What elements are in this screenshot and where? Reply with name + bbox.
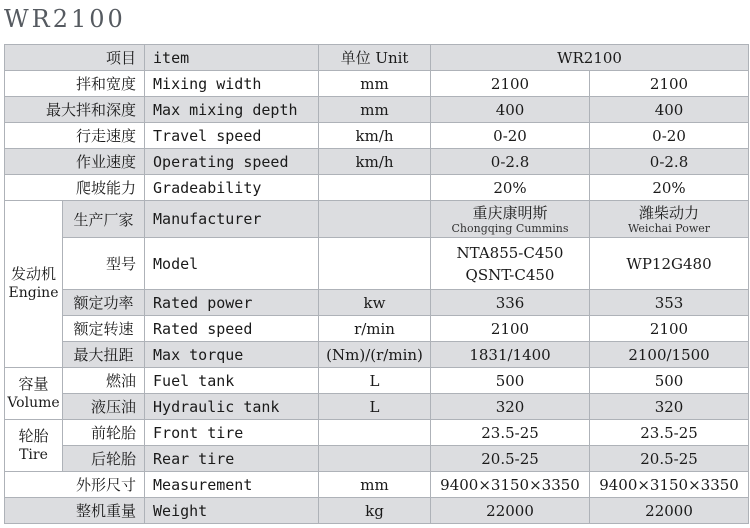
row-unit: r/min xyxy=(319,316,431,342)
row-value-1: 23.5-25 xyxy=(431,420,590,446)
row-label-cn: 最大扭距 xyxy=(63,342,145,368)
table-row-rated-power xyxy=(5,290,749,316)
model-1-b: QSNT-C450 xyxy=(465,265,555,284)
row-label-cn: 爬坡能力 xyxy=(5,175,145,201)
table-row-mixing-width xyxy=(5,71,749,97)
table-row-model xyxy=(5,238,749,290)
table-row-front-tire xyxy=(5,420,749,446)
row-unit xyxy=(319,175,431,201)
row-value-2: 2100 xyxy=(590,71,749,97)
manufacturer-2-en: Weichai Power xyxy=(628,221,711,235)
row-value-1: 2100 xyxy=(431,71,590,97)
row-unit: mm xyxy=(319,472,431,498)
row-value-2: 2100/1500 xyxy=(590,342,749,368)
row-label-en: Front tire xyxy=(145,420,319,446)
row-label-en: Fuel tank xyxy=(145,368,319,394)
row-unit: kw xyxy=(319,290,431,316)
table-row-rear-tire xyxy=(5,446,749,472)
row-label-cn: 额定功率 xyxy=(63,290,145,316)
row-unit xyxy=(319,420,431,446)
table-row-mixing-depth xyxy=(5,97,749,123)
row-label-en: Weight xyxy=(145,498,319,524)
table-row-weight xyxy=(5,498,749,524)
table-row-travel-speed xyxy=(5,123,749,149)
row-label-en: Manufacturer xyxy=(145,201,319,238)
group-tire-en: Tire xyxy=(19,446,48,463)
row-unit: kg xyxy=(319,498,431,524)
row-value-1: 320 xyxy=(431,394,590,420)
row-unit xyxy=(319,238,431,290)
manufacturer-1-cn: 重庆康明斯 xyxy=(472,203,548,222)
row-label-cn: 拌和宽度 xyxy=(5,71,145,97)
table-row-manufacturer xyxy=(5,201,749,238)
manufacturer-1-en: Chongqing Cummins xyxy=(451,221,569,235)
row-value-1: 0-2.8 xyxy=(431,149,590,175)
row-label-en: Gradeability xyxy=(145,175,319,201)
table-row-fuel-tank xyxy=(5,368,749,394)
row-unit xyxy=(319,201,431,238)
row-value-2: 20% xyxy=(590,175,749,201)
row-value-2 xyxy=(590,201,749,238)
group-label-engine xyxy=(5,201,63,368)
row-label-en: Rated speed xyxy=(145,316,319,342)
row-value-1: 9400×3150×3350 xyxy=(431,472,590,498)
header-unit: 单位 Unit xyxy=(319,45,431,71)
row-label-cn: 额定转速 xyxy=(63,316,145,342)
row-unit: km/h xyxy=(319,149,431,175)
row-value-1: 0-20 xyxy=(431,123,590,149)
group-label-tire xyxy=(5,420,63,472)
header-row xyxy=(5,45,749,71)
row-label-en: Max torque xyxy=(145,342,319,368)
row-unit: (Nm)/(r/min) xyxy=(319,342,431,368)
row-unit: mm xyxy=(319,97,431,123)
row-label-en: Travel speed xyxy=(145,123,319,149)
table-row-gradeability xyxy=(5,175,749,201)
row-label-en: Hydraulic tank xyxy=(145,394,319,420)
row-value-2: 2100 xyxy=(590,316,749,342)
row-label-cn: 外形尺寸 xyxy=(5,472,145,498)
row-label-en: Rear tire xyxy=(145,446,319,472)
row-value-2: WP12G480 xyxy=(590,238,749,290)
row-value-1: 22000 xyxy=(431,498,590,524)
group-volume-cn: 容量 xyxy=(18,374,49,393)
row-value-1: 1831/1400 xyxy=(431,342,590,368)
row-value-1: 20% xyxy=(431,175,590,201)
row-label-cn: 整机重量 xyxy=(5,498,145,524)
table-row-operating-speed xyxy=(5,149,749,175)
row-label-en: Measurement xyxy=(145,472,319,498)
group-volume-en: Volume xyxy=(7,394,60,411)
row-value-2: 22000 xyxy=(590,498,749,524)
manufacturer-2-cn: 潍柴动力 xyxy=(639,203,700,222)
row-unit: L xyxy=(319,394,431,420)
row-label-cn: 作业速度 xyxy=(5,149,145,175)
row-value-1: 400 xyxy=(431,97,590,123)
row-unit: L xyxy=(319,368,431,394)
row-value-2: 20.5-25 xyxy=(590,446,749,472)
row-value-2: 23.5-25 xyxy=(590,420,749,446)
row-label-cn: 后轮胎 xyxy=(63,446,145,472)
table-row-measurement xyxy=(5,472,749,498)
row-value-1: 336 xyxy=(431,290,590,316)
table-row-max-torque xyxy=(5,342,749,368)
row-label-cn: 燃油 xyxy=(63,368,145,394)
row-unit: mm xyxy=(319,71,431,97)
row-label-en: Mixing width xyxy=(145,71,319,97)
row-label-en: Max mixing depth xyxy=(145,97,319,123)
model-1-a: NTA855-C450 xyxy=(456,243,564,262)
row-value-1 xyxy=(431,238,590,290)
table-row-rated-speed xyxy=(5,316,749,342)
row-value-2: 9400×3150×3350 xyxy=(590,472,749,498)
row-label-en: Rated power xyxy=(145,290,319,316)
header-model: WR2100 xyxy=(431,45,749,71)
row-label-en: Model xyxy=(145,238,319,290)
row-value-1: 500 xyxy=(431,368,590,394)
group-tire-cn: 轮胎 xyxy=(18,426,49,445)
table-row-hydraulic-tank xyxy=(5,394,749,420)
row-label-cn: 行走速度 xyxy=(5,123,145,149)
header-item-cn: 项目 xyxy=(5,45,145,71)
row-value-1 xyxy=(431,201,590,238)
row-value-2: 500 xyxy=(590,368,749,394)
row-value-2: 400 xyxy=(590,97,749,123)
row-label-cn: 前轮胎 xyxy=(63,420,145,446)
row-label-cn: 型号 xyxy=(63,238,145,290)
row-label-cn: 生产厂家 xyxy=(63,201,145,238)
row-label-en: Operating speed xyxy=(145,149,319,175)
header-item-en: item xyxy=(145,45,319,71)
page-title: WR2100 xyxy=(4,5,126,33)
row-label-cn: 液压油 xyxy=(63,394,145,420)
row-value-1: 2100 xyxy=(431,316,590,342)
row-value-2: 353 xyxy=(590,290,749,316)
row-value-1: 20.5-25 xyxy=(431,446,590,472)
spec-table xyxy=(4,44,749,524)
group-label-volume xyxy=(5,368,63,420)
row-unit xyxy=(319,446,431,472)
row-label-cn: 最大拌和深度 xyxy=(5,97,145,123)
group-engine-en: Engine xyxy=(8,285,59,301)
row-value-2: 0-2.8 xyxy=(590,149,749,175)
row-value-2: 320 xyxy=(590,394,749,420)
row-value-2: 0-20 xyxy=(590,123,749,149)
group-engine-cn: 发动机 xyxy=(10,265,56,283)
row-unit: km/h xyxy=(319,123,431,149)
